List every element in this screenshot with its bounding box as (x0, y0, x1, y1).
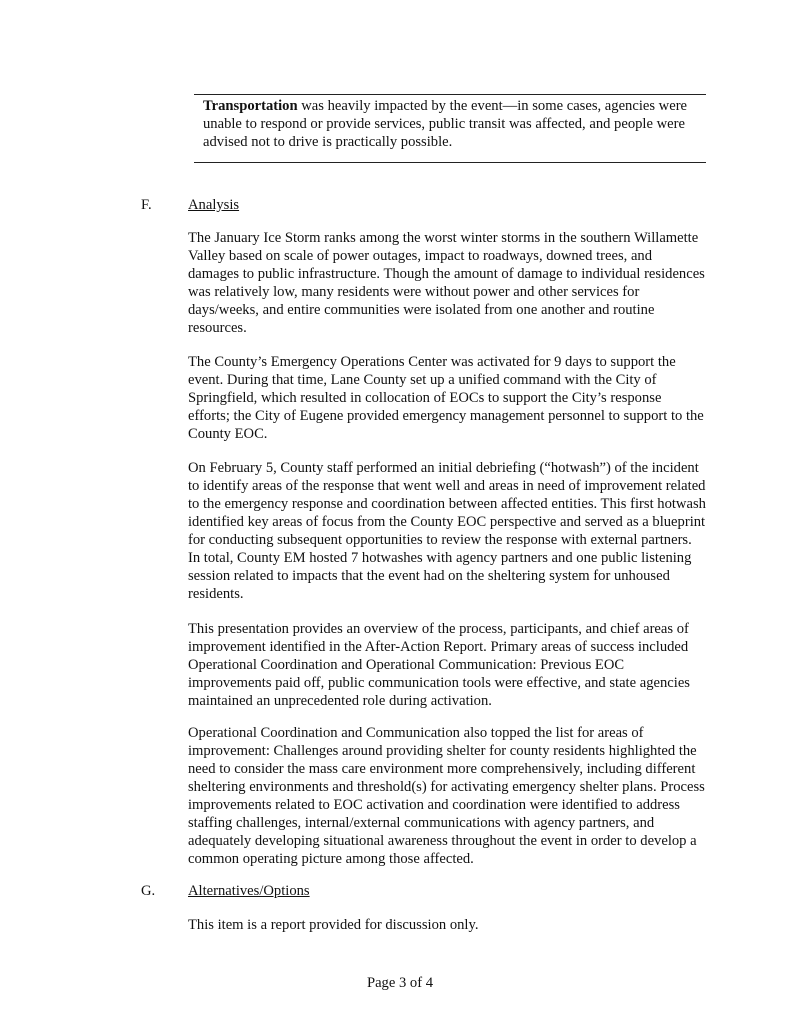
section-f-title: Analysis (188, 197, 240, 213)
callout-text (203, 97, 693, 151)
analysis-paragraph-5: Operational Coordination and Communication also topped the list for areas of improvement: Challenges around providing shelter for county residents highlighted the need to consider the mass care environment more comprehensively, including different sheltering environments and threshold(s) for activating emergency shelter plans. Process improvements related to EOC activation and coordination were identified to address staffing challenges, internal/external communications with agency partners, and adequately developing situational awareness throughout the event in order to develop a common operating picture among those affected. (188, 725, 705, 867)
section-f-letter: F. (141, 197, 152, 213)
analysis-paragraph-3: On February 5, County staff performed an initial debriefing (“hotwash”) of the incident to identify areas of the response that went well and areas in need of improvement related to the emergency response and coordination between affected entities. This first hotwash identified key areas of focus from the County EOC perspective and served as a blueprint for conducting subsequent opportunities to review the response with external partners. In total, County EM hosted 7 hotwashes with agency partners and one public listening session related to impacts that the event had on the sheltering system for unhoused residents. (188, 460, 706, 602)
section-g-title: Alternatives/Options (188, 883, 310, 899)
alternatives-paragraph: This item is a report provided for discussion only. (188, 917, 479, 933)
analysis-paragraph-1: The January Ice Storm ranks among the worst winter storms in the southern Willamette Valley based on scale of power outages, impact to roadways, downed trees, and damages to public infrastructure. Though the amount of damage to individual residences was relatively low, many residents were without power and other services for days/weeks, and entire communities were isolated from one another and routine resources. (188, 230, 705, 336)
transportation-callout (194, 94, 706, 163)
analysis-paragraph-2: The County’s Emergency Operations Center was activated for 9 days to support the event. During that time, Lane County set up a unified command with the City of Springfield, which resulted in collocation of EOCs to support the City’s response efforts; the City of Eugene provided emergency management personnel to support to the County EOC. (188, 354, 704, 442)
section-g-letter: G. (141, 883, 156, 899)
callout-lead: Transportation (203, 98, 298, 114)
callout-body-text: was heavily impacted by the event—in some cases, agencies were unable to respond or provide services, public transit was affected, and people were advised not to drive is practically possible. (203, 98, 688, 150)
analysis-paragraph-4: This presentation provides an overview of the process, participants, and chief areas of improvement identified in the After-Action Report. Primary areas of success included Operational Coordination and Operational Communication: Previous EOC improvements paid off, public communication tools were effective, and state agencies maintained an unprecedented role during activation. (188, 621, 690, 709)
page-number: Page 3 of 4 (366, 975, 434, 991)
